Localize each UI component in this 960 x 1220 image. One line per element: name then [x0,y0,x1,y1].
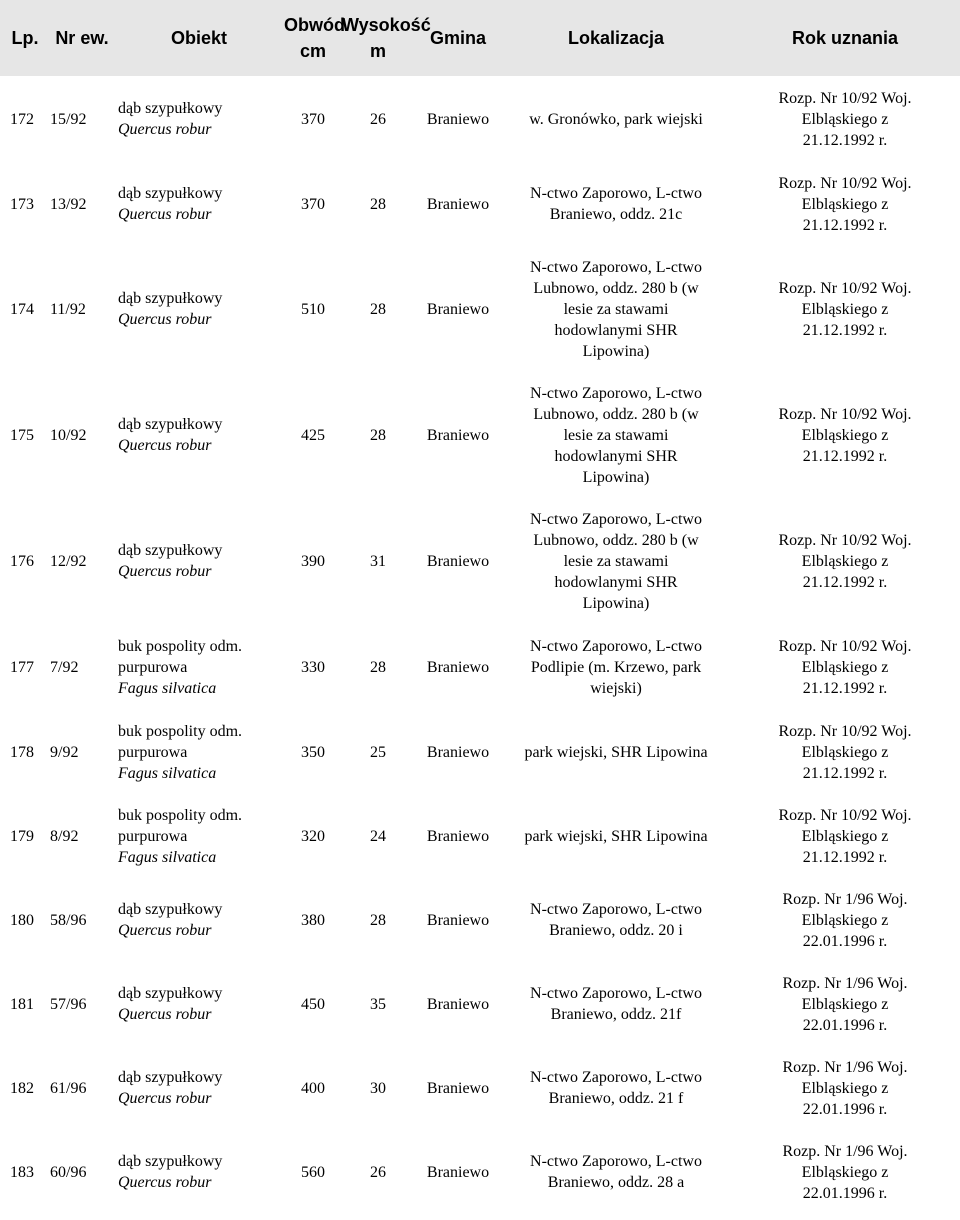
cell-obwod: 510 [301,300,325,318]
cell-lp: 174 [10,300,34,318]
decree-line: 22.01.1996 r. [802,1016,888,1034]
decree-line: Elbląskiego z [801,827,889,845]
cell-rok-uznania [730,710,960,794]
species-latin-name: Quercus robur [118,121,212,138]
species-common-name: dąb szypułkowy [118,542,223,559]
location-line: Lubnowo, oddz. 280 b (w [533,405,699,423]
decree-line: Rozp. Nr 1/96 Woj. [782,974,908,992]
decree-line: Elbląskiego z [801,743,889,761]
decree-line: Rozp. Nr 10/92 Woj. [778,637,912,655]
cell-gmina: Braniewo [426,110,490,128]
table-row [0,624,960,710]
decree-line: Elbląskiego z [801,1079,889,1097]
cell-obiekt [114,1046,284,1130]
cell-obiekt [114,162,284,246]
cell-obwod: 380 [301,911,325,929]
species-common-name: dąb szypułkowy [118,290,223,307]
decree-line: 22.01.1996 r. [802,1184,888,1202]
decree-line: 22.01.1996 r. [802,932,888,950]
cell-wysokosc: 28 [370,426,386,444]
cell-obwod: 370 [301,195,325,213]
cell-gmina: Braniewo [426,426,490,444]
cell-nr-ew: 8/92 [50,827,79,845]
location-line: hodowlanymi SHR [554,447,678,465]
species-common-name: purpurowa [118,658,188,676]
cell-rok-uznania [730,1046,960,1130]
cell-nr-ew: 9/92 [50,743,79,761]
species-latin-name: Fagus silvatica [118,764,217,782]
decree-line: 22.01.1996 r. [802,1100,888,1118]
species-latin-name: Quercus robur [118,922,212,939]
location-line: N-ctwo Zaporowo, L-ctwo [530,637,702,655]
header-nr-ew: Nr ew. [55,28,109,48]
location-line: w. Gronówko, park wiejski [529,110,703,128]
cell-obwod: 425 [301,426,325,444]
cell-gmina: Braniewo [426,300,490,318]
table-row [0,246,960,372]
table-body [0,76,960,1214]
cell-nr-ew: 60/96 [50,1163,87,1181]
cell-gmina: Braniewo [426,827,490,845]
cell-lp: 183 [10,1163,34,1181]
cell-obiekt [114,76,284,162]
cell-rok-uznania [730,962,960,1046]
decree-line: Rozp. Nr 10/92 Woj. [778,89,912,107]
cell-rok-uznania [730,498,960,624]
cell-obwod: 400 [301,1079,325,1097]
species-common-name: dąb szypułkowy [118,185,223,202]
location-line: N-ctwo Zaporowo, L-ctwo [530,1069,702,1086]
decree-line: 21.12.1992 r. [802,679,888,697]
species-latin-name: Quercus robur [118,563,212,580]
cell-lokalizacja [502,794,730,878]
species-common-name: dąb szypułkowy [118,100,223,117]
cell-lp: 173 [10,195,34,213]
cell-lp: 175 [10,426,34,444]
location-line: N-ctwo Zaporowo, L-ctwo [530,384,702,402]
decree-line: 21.12.1992 r. [802,764,888,782]
decree-line: Elbląskiego z [801,911,889,929]
decree-line: Rozp. Nr 10/92 Woj. [778,531,912,549]
species-common-name: dąb szypułkowy [118,901,223,918]
header-wysokosc [342,0,431,76]
cell-obwod: 320 [301,827,325,845]
cell-obiekt [114,710,284,794]
cell-wysokosc: 28 [370,195,386,213]
location-line: lesie za stawami [563,552,669,570]
cell-gmina: Braniewo [426,995,490,1013]
cell-rok-uznania [730,1130,960,1214]
cell-lp: 180 [10,911,34,929]
decree-line: Elbląskiego z [801,658,889,676]
cell-wysokosc: 24 [370,827,386,845]
location-line: Lubnowo, oddz. 280 b (w [533,279,699,297]
species-common-name: dąb szypułkowy [118,416,223,433]
cell-nr-ew: 58/96 [50,911,87,929]
header-gmina: Gmina [429,28,486,48]
header-lp: Lp. [11,28,39,48]
header-lokalizacja: Lokalizacja [567,28,665,48]
table-row [0,878,960,962]
location-line: N-ctwo Zaporowo, L-ctwo [530,258,702,276]
cell-gmina: Braniewo [426,1079,490,1097]
cell-gmina: Braniewo [426,1163,490,1181]
location-line: Lubnowo, oddz. 280 b (w [533,531,699,549]
cell-wysokosc: 30 [370,1079,386,1097]
header-obwod-unit: cm [299,41,326,61]
species-latin-name: Fagus silvatica [118,848,217,866]
decree-line: Elbląskiego z [801,1163,889,1181]
location-line: hodowlanymi SHR [554,573,678,591]
table-row [0,1046,960,1130]
decree-line: 21.12.1992 r. [802,131,888,149]
cell-lp: 178 [10,743,34,761]
cell-obiekt [114,1130,284,1214]
cell-gmina: Braniewo [426,552,490,570]
species-common-name: purpurowa [118,743,188,761]
location-line: Braniewo, oddz. 21c [549,206,683,223]
cell-lp: 181 [10,995,34,1013]
cell-lokalizacja [502,76,730,162]
decree-line: Rozp. Nr 10/92 Woj. [778,174,912,192]
decree-line: 21.12.1992 r. [802,216,888,234]
cell-lokalizacja [502,710,730,794]
header-obiekt: Obiekt [170,28,227,48]
cell-lokalizacja [502,878,730,962]
species-common-name: dąb szypułkowy [118,985,223,1002]
cell-lp: 176 [10,552,34,570]
decree-line: Elbląskiego z [801,110,889,128]
location-line: lesie za stawami [563,300,669,318]
cell-lp: 182 [10,1079,34,1097]
species-latin-name: Quercus robur [118,1174,212,1191]
cell-nr-ew: 15/92 [50,110,87,128]
cell-obwod: 390 [301,552,325,570]
cell-lp: 172 [10,110,34,128]
table-row [0,372,960,498]
species-latin-name: Quercus robur [118,437,212,454]
decree-line: Rozp. Nr 1/96 Woj. [782,1142,908,1160]
header-obwod-label: Obwód [284,15,345,35]
cell-obwod: 370 [301,110,325,128]
cell-wysokosc: 26 [370,1163,386,1181]
location-line: Lipowina) [582,594,650,612]
header-obwod [284,0,345,76]
decree-line: Rozp. Nr 10/92 Woj. [778,279,912,297]
species-latin-name: Quercus robur [118,1090,212,1107]
cell-rok-uznania [730,794,960,878]
species-latin-name: Fagus silvatica [118,679,217,697]
table-row [0,162,960,246]
decree-line: 21.12.1992 r. [802,447,888,465]
species-common-name: buk pospolity odm. [118,806,243,824]
cell-obwod: 330 [301,658,325,676]
cell-lokalizacja [502,498,730,624]
location-line: N-ctwo Zaporowo, L-ctwo [530,185,702,202]
species-common-name: buk pospolity odm. [118,722,243,740]
cell-nr-ew: 10/92 [50,426,87,444]
species-common-name: purpurowa [118,827,188,845]
decree-line: 21.12.1992 r. [802,321,888,339]
species-latin-name: Quercus robur [118,1006,212,1023]
table-row [0,962,960,1046]
table-header [0,0,960,76]
cell-obwod: 350 [301,743,325,761]
species-latin-name: Quercus robur [118,311,212,328]
table-row [0,498,960,624]
cell-obwod: 450 [301,995,325,1013]
species-common-name: dąb szypułkowy [118,1153,223,1170]
location-line: lesie za stawami [563,426,669,444]
cell-lp: 177 [10,658,34,676]
cell-wysokosc: 35 [370,995,386,1013]
location-line: N-ctwo Zaporowo, L-ctwo [530,985,702,1002]
location-line: N-ctwo Zaporowo, L-ctwo [530,510,702,528]
decree-line: Elbląskiego z [801,195,889,213]
species-latin-name: Quercus robur [118,206,212,223]
species-common-name: buk pospolity odm. [118,637,243,655]
cell-obiekt [114,624,284,710]
cell-lokalizacja [502,1130,730,1214]
cell-nr-ew: 11/92 [50,300,86,318]
decree-line: 21.12.1992 r. [802,573,888,591]
cell-wysokosc: 28 [370,658,386,676]
cell-obiekt [114,962,284,1046]
cell-lokalizacja [502,162,730,246]
location-line: Braniewo, oddz. 21f [550,1006,682,1023]
cell-nr-ew: 61/96 [50,1079,87,1097]
cell-nr-ew: 57/96 [50,995,87,1013]
cell-gmina: Braniewo [426,743,490,761]
cell-rok-uznania [730,76,960,162]
decree-line: Elbląskiego z [801,552,889,570]
table-row [0,1130,960,1214]
location-line: Podlipie (m. Krzewo, park [530,658,702,676]
species-common-name: dąb szypułkowy [118,1069,223,1086]
cell-obiekt [114,372,284,498]
table-row [0,710,960,794]
cell-lp: 179 [10,827,34,845]
cell-rok-uznania [730,162,960,246]
cell-obiekt [114,498,284,624]
cell-gmina: Braniewo [426,911,490,929]
cell-obiekt [114,878,284,962]
location-line: Lipowina) [582,468,650,486]
decree-line: Rozp. Nr 10/92 Woj. [778,722,912,740]
cell-obwod: 560 [301,1163,325,1181]
location-line: park wiejski, SHR Lipowina [524,743,708,761]
cell-obiekt [114,246,284,372]
cell-wysokosc: 28 [370,300,386,318]
cell-rok-uznania [730,878,960,962]
decree-line: Elbląskiego z [801,995,889,1013]
location-line: Lipowina) [582,342,650,360]
location-line: wiejski) [590,679,642,697]
cell-wysokosc: 25 [370,743,386,761]
cell-nr-ew: 13/92 [50,195,87,213]
cell-wysokosc: 26 [370,110,386,128]
cell-lokalizacja [502,624,730,710]
table-row [0,76,960,162]
cell-lokalizacja [502,372,730,498]
table-row [0,794,960,878]
decree-line: 21.12.1992 r. [802,848,888,866]
location-line: Braniewo, oddz. 28 a [547,1174,685,1191]
decree-line: Rozp. Nr 1/96 Woj. [782,1058,908,1076]
cell-rok-uznania [730,624,960,710]
decree-line: Rozp. Nr 10/92 Woj. [778,806,912,824]
cell-lokalizacja [502,1046,730,1130]
location-line: Braniewo, oddz. 20 i [549,922,683,939]
header-wysokosc-label: Wysokość [342,15,431,35]
cell-obiekt [114,794,284,878]
cell-rok-uznania [730,246,960,372]
cell-wysokosc: 31 [370,552,386,570]
location-line: Braniewo, oddz. 21 f [548,1090,684,1107]
cell-lokalizacja [502,962,730,1046]
decree-line: Elbląskiego z [801,300,889,318]
location-line: N-ctwo Zaporowo, L-ctwo [530,901,702,918]
header-rok: Rok uznania [791,28,898,48]
decree-line: Rozp. Nr 10/92 Woj. [778,405,912,423]
decree-line: Elbląskiego z [801,426,889,444]
cell-wysokosc: 28 [370,911,386,929]
cell-rok-uznania [730,372,960,498]
header-wysokosc-unit: m [369,41,386,61]
location-line: park wiejski, SHR Lipowina [524,827,708,845]
cell-gmina: Braniewo [426,658,490,676]
location-line: N-ctwo Zaporowo, L-ctwo [530,1153,702,1170]
decree-line: Rozp. Nr 1/96 Woj. [782,890,908,908]
cell-lokalizacja [502,246,730,372]
location-line: hodowlanymi SHR [554,321,678,339]
cell-nr-ew: 7/92 [50,658,79,676]
cell-nr-ew: 12/92 [50,552,87,570]
cell-gmina: Braniewo [426,195,490,213]
